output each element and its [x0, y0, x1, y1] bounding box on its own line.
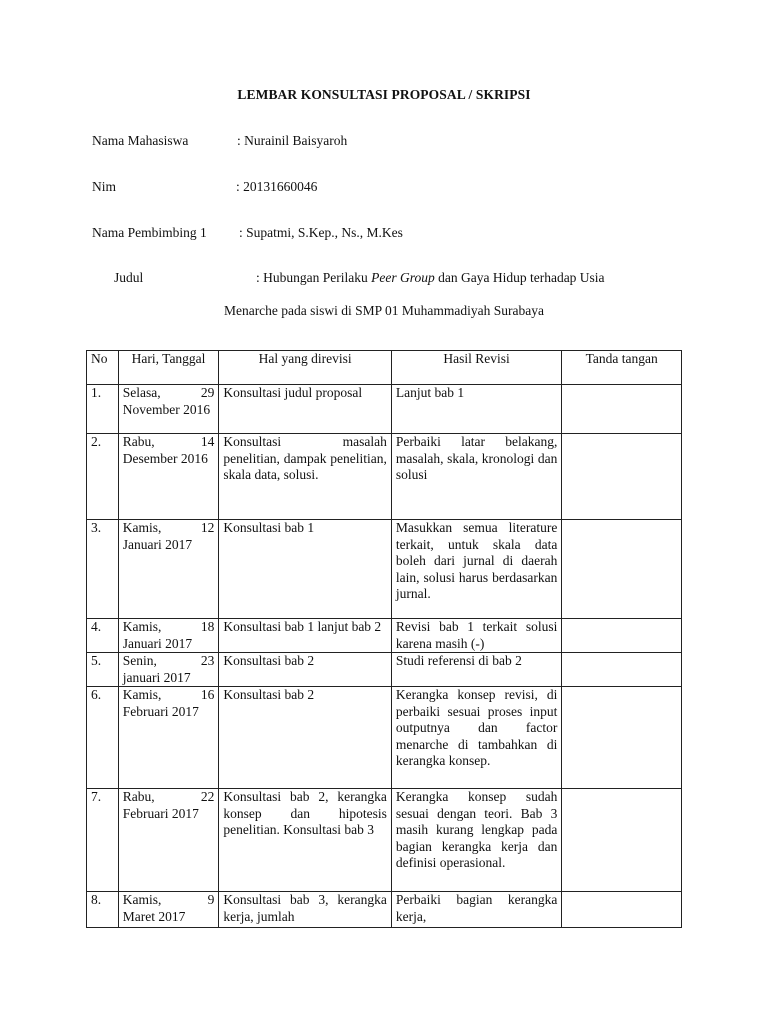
cell-hari-tanggal — [118, 385, 219, 434]
cell-hasil: Revisi bab 1 terkait solusi karena masih (-) — [391, 619, 561, 653]
pembimbing-label: Nama Pembimbing 1 — [92, 225, 207, 240]
table-row — [87, 619, 682, 653]
header-hari-tanggal: Hari, Tanggal — [118, 351, 219, 385]
cell-hasil: Kerangka konsep sudah sesuai dengan teori. Bab 3 masih kurang lengkap pada bagian kerangka kerja dan definisi operasional. — [391, 789, 561, 892]
cell-day: Kamis, — [122, 687, 162, 702]
cell-hal: Konsultasi judul proposal — [219, 385, 392, 434]
document-title: LEMBAR KONSULTASI PROPOSAL / SKRIPSI — [237, 87, 531, 102]
judul-suffix: dan Gaya Hidup terhadap Usia — [434, 270, 605, 285]
cell-ttd — [562, 385, 682, 434]
judul-line2: Menarche pada siswi di SMP 01 Muhammadiyah Surabaya — [223, 303, 545, 318]
cell-no: 1. — [87, 385, 119, 434]
cell-hari-tanggal — [118, 789, 219, 892]
cell-no: 7. — [87, 789, 119, 892]
judul-value — [256, 270, 605, 286]
table-header-row — [87, 351, 682, 385]
cell-hasil: Perbaiki latar belakang, masalah, skala, kronologi dan solusi — [391, 434, 561, 520]
consultation-table — [86, 350, 682, 928]
nama-value: : Nurainil Baisyaroh — [237, 133, 348, 148]
cell-day: Senin, — [122, 653, 157, 668]
cell-hasil: Masukkan semua literature terkait, untuk skala data boleh dari jurnal di daerah lain, solusi harus berdasarkan jurnal. — [391, 520, 561, 619]
header-no: No — [87, 351, 119, 385]
cell-hal: Konsultasi bab 3, kerangka kerja, jumlah — [219, 892, 392, 928]
judul-prefix: : Hubungan Perilaku — [256, 270, 372, 285]
nim-value: : 20131660046 — [236, 179, 318, 194]
cell-hari-tanggal — [118, 619, 219, 653]
cell-month-year: Maret 2017 — [122, 908, 186, 924]
cell-date: 22 — [200, 789, 215, 804]
cell-ttd — [562, 892, 682, 928]
cell-hal: Konsultasi bab 1 — [219, 520, 392, 619]
cell-hari-tanggal — [118, 520, 219, 619]
cell-ttd — [562, 789, 682, 892]
header-hal: Hal yang direvisi — [219, 351, 392, 385]
cell-hal: Konsultasi bab 2 — [219, 653, 392, 687]
cell-day: Kamis, — [122, 619, 162, 634]
table-row — [87, 687, 682, 789]
cell-month-year: Februari 2017 — [122, 805, 199, 821]
cell-day: Kamis, — [122, 892, 162, 907]
cell-hasil: Kerangka konsep revisi, di perbaiki sesuai proses input outputnya dan factor menarche di tambahkan di kerangka konsep. — [391, 687, 561, 789]
cell-ttd — [562, 434, 682, 520]
cell-hasil: Perbaiki bagian kerangka kerja, — [391, 892, 561, 928]
cell-no: 6. — [87, 687, 119, 789]
table-row — [87, 892, 682, 928]
cell-month-year: Januari 2017 — [122, 536, 193, 552]
cell-month-year: Desember 2016 — [122, 450, 208, 466]
cell-hal: Konsultasi bab 2 — [219, 687, 392, 789]
cell-day: Rabu, — [122, 789, 155, 804]
header-hasil: Hasil Revisi — [391, 351, 561, 385]
cell-no: 8. — [87, 892, 119, 928]
cell-date: 29 — [200, 385, 215, 400]
cell-hasil: Studi referensi di bab 2 — [391, 653, 561, 687]
cell-hari-tanggal — [118, 687, 219, 789]
cell-hari-tanggal — [118, 434, 219, 520]
table-body — [87, 385, 682, 928]
cell-hasil: Lanjut bab 1 — [391, 385, 561, 434]
table-row — [87, 385, 682, 434]
cell-no: 2. — [87, 434, 119, 520]
cell-day: Rabu, — [122, 434, 155, 449]
cell-hari-tanggal — [118, 892, 219, 928]
pembimbing-value: : Supatmi, S.Kep., Ns., M.Kes — [239, 225, 403, 240]
judul-italic: Peer Group — [371, 270, 435, 285]
judul-label: Judul — [114, 270, 144, 285]
cell-date: 16 — [200, 687, 215, 702]
cell-ttd — [562, 520, 682, 619]
cell-month-year: januari 2017 — [122, 669, 191, 685]
cell-date: 23 — [200, 653, 215, 668]
cell-no: 5. — [87, 653, 119, 687]
cell-date: 18 — [200, 619, 215, 634]
cell-ttd — [562, 687, 682, 789]
cell-no: 3. — [87, 520, 119, 619]
cell-hari-tanggal — [118, 653, 219, 687]
cell-no: 4. — [87, 619, 119, 653]
cell-date: 9 — [207, 892, 215, 907]
cell-ttd — [562, 619, 682, 653]
cell-day: Kamis, — [122, 520, 162, 535]
cell-hal: Konsultasi bab 2, kerangka konsep dan hipotesis penelitian. Konsultasi bab 3 — [219, 789, 392, 892]
table-row — [87, 434, 682, 520]
cell-month-year: Februari 2017 — [122, 703, 199, 719]
cell-date: 14 — [200, 434, 215, 449]
table-row — [87, 520, 682, 619]
cell-month-year: November 2016 — [122, 401, 211, 417]
cell-hal: Konsultasi bab 1 lanjut bab 2 — [219, 619, 392, 653]
cell-hal: Konsultasi masalah penelitian, dampak penelitian, skala data, solusi. — [219, 434, 392, 520]
header-ttd: Tanda tangan — [562, 351, 682, 385]
cell-date: 12 — [200, 520, 215, 535]
nim-label: Nim — [92, 179, 117, 194]
cell-month-year: Januari 2017 — [122, 635, 193, 651]
table-row — [87, 653, 682, 687]
table-row — [87, 789, 682, 892]
nama-label: Nama Mahasiswa — [92, 133, 189, 148]
cell-ttd — [562, 653, 682, 687]
cell-day: Selasa, — [122, 385, 161, 400]
